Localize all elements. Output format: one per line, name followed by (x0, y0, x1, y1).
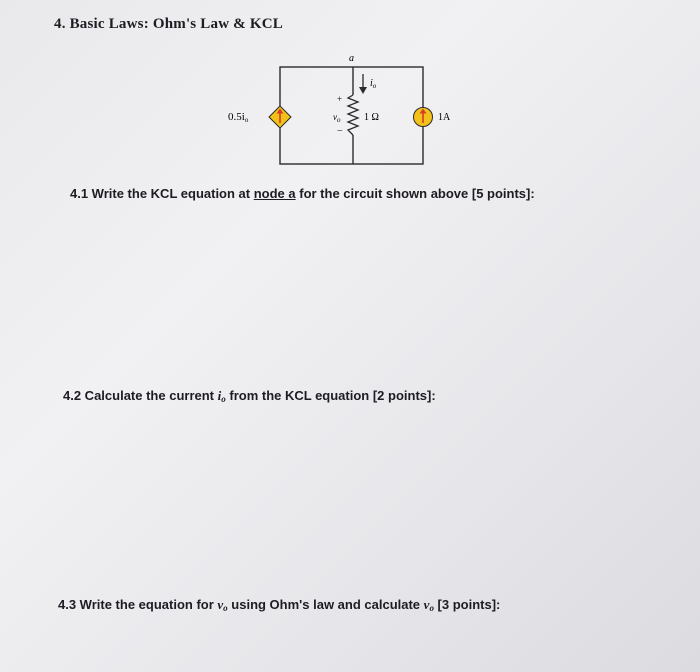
q3-var2-sub: o (429, 603, 434, 613)
q3-var2: v (423, 597, 430, 612)
dependent-source-label: 0.5io (228, 111, 249, 124)
voltage-label: $v_o$ (333, 112, 341, 124)
q3-text-before: 4.3 Write the equation for (58, 597, 218, 612)
q3-var1: v (217, 597, 224, 612)
q2-var: i (217, 388, 222, 403)
q3-var1-sub: o (223, 603, 228, 613)
current-arrow (359, 74, 367, 94)
q3-text-after: [3 points]: (433, 597, 501, 612)
q1-node-a: node a (253, 186, 296, 201)
circuit-diagram (220, 50, 480, 175)
source-label: 1A (438, 112, 451, 123)
problem-title: 4. Basic Laws: Ohm's Law & KCL (54, 16, 283, 32)
resistor-symbol (348, 95, 358, 135)
current-source-icon (414, 108, 433, 127)
voltage-minus: − (337, 126, 343, 137)
q1-text-before: 4.1 Write the KCL equation at (70, 186, 254, 201)
question-4-1 (70, 186, 535, 201)
q2-var-sub: o (221, 394, 226, 404)
question-4-3 (58, 597, 500, 613)
q2-text-after: from the KCL equation [2 points]: (225, 388, 436, 403)
question-4-2 (63, 388, 436, 404)
q1-text-after: for the circuit shown above [5 points]: (295, 186, 535, 201)
resistor-label: 1 Ω (364, 112, 379, 123)
q3-text-middle: using Ohm's law and calculate (227, 597, 424, 612)
dependent-current-source-icon (269, 106, 291, 128)
voltage-plus: + (337, 94, 343, 104)
node-a-label: a (349, 53, 354, 64)
q2-text-before: 4.2 Calculate the current (63, 388, 218, 403)
current-label: $i_o$ (370, 78, 377, 90)
